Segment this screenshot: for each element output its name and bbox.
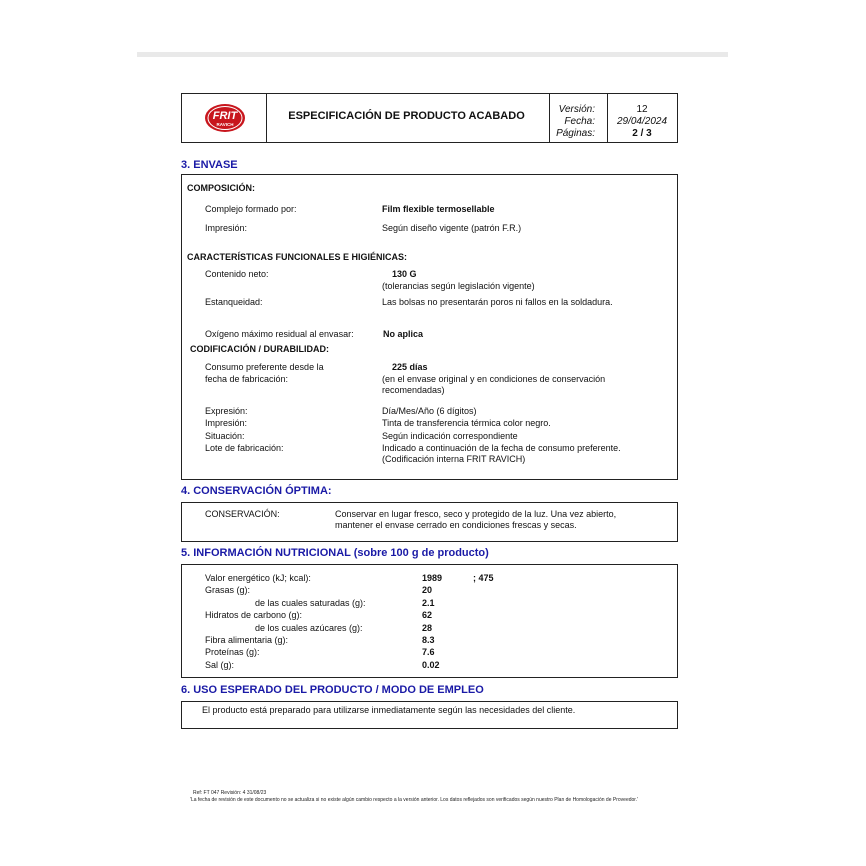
- functional-title: CARACTERÍSTICAS FUNCIONALES E HIGIÉNICAS:: [187, 252, 408, 262]
- version-value: 12: [636, 104, 648, 115]
- seal-label: Estanqueidad:: [205, 297, 263, 307]
- lot-value-line-1: Indicado a continuación de la fecha de consumo preferente.: [382, 443, 621, 453]
- conservation-text-line-2: mantener el envase cerrado en condiciones frescas y secas.: [335, 520, 577, 530]
- print-label: Impresión:: [205, 223, 248, 233]
- oxygen-value: No aplica: [383, 329, 424, 339]
- nutrition-row: [205, 573, 605, 585]
- date-value: 29/04/2024: [616, 116, 668, 127]
- expression-value: Día/Mes/Año (6 dígitos): [382, 406, 477, 416]
- nutrition-label: Hidratos de carbono (g):: [205, 610, 303, 621]
- nutrition-value: 0.02: [422, 659, 440, 670]
- complex-value: Film flexible termosellable: [382, 204, 495, 214]
- lot-value-line-2: (Codificación interna FRIT RAVICH): [382, 454, 526, 464]
- nutrition-row: [205, 623, 605, 635]
- top-divider-bar: [137, 52, 728, 57]
- location-value: Según indicación correspondiente: [382, 431, 518, 441]
- nutrition-label: Sal (g):: [205, 659, 235, 670]
- nutrition-value: 2.1: [422, 597, 435, 608]
- nutrition-table: [205, 573, 605, 672]
- conservation-text-line-1: Conservar en lugar fresco, seco y protegido de la luz. Una vez abierto,: [335, 509, 617, 519]
- usage-text: El producto está preparado para utilizarse inmediatamente según las necesidades del cliente.: [202, 705, 576, 715]
- nutrition-value: 8.3: [422, 634, 435, 645]
- oxygen-label: Oxígeno máximo residual al envasar:: [205, 329, 354, 339]
- preferred-note-line-1: (en el envase original y en condiciones de conservación: [382, 374, 606, 384]
- nutrition-row: [205, 660, 605, 672]
- section-3-heading: 3. ENVASE: [181, 159, 238, 171]
- seal-value: Las bolsas no presentarán poros ni fallos en la soldadura.: [382, 297, 613, 307]
- version-label: Versión:: [558, 104, 595, 115]
- nutrition-value: 20: [422, 585, 433, 596]
- frit-ravich-logo: [204, 103, 246, 133]
- lot-label: Lote de fabricación:: [205, 443, 284, 453]
- date-label: Fecha:: [564, 116, 595, 127]
- preferred-value: 225 días: [392, 362, 428, 372]
- preferred-note-line-2: recomendadas): [382, 385, 445, 395]
- conservation-label: CONSERVACIÓN:: [205, 509, 280, 519]
- nutrition-row: [205, 598, 605, 610]
- preferred-label-line-1: Consumo preferente desde la: [205, 362, 324, 372]
- nutrition-row: [205, 635, 605, 647]
- nutrition-value: 62: [422, 610, 433, 621]
- nutrition-label: Fibra alimentaria (g):: [205, 634, 289, 645]
- section-4-heading: 4. CONSERVACIÓN ÓPTIMA:: [181, 485, 332, 497]
- section-6-heading: 6. USO ESPERADO DEL PRODUCTO / MODO DE EMPLEO: [181, 684, 484, 696]
- location-label: Situación:: [205, 431, 245, 441]
- print2-value: Tinta de transferencia térmica color negro.: [382, 418, 551, 428]
- section-5-heading: 5. INFORMACIÓN NUTRICIONAL (sobre 100 g de producto): [181, 547, 489, 559]
- nutrition-label: Valor energético (kJ; kcal):: [205, 573, 311, 583]
- nutrition-label: Proteínas (g):: [205, 647, 260, 658]
- pages-label: Páginas:: [556, 128, 595, 139]
- nutrition-row: [205, 647, 605, 659]
- print2-label: Impresión:: [205, 418, 248, 428]
- composition-title: COMPOSICIÓN:: [187, 183, 256, 193]
- preferred-label-line-2: fecha de fabricación:: [205, 374, 289, 384]
- nutrition-row: [205, 610, 605, 622]
- nutrition-label: Grasas (g):: [205, 585, 251, 596]
- logo-sub-text: RAVICH: [216, 122, 234, 127]
- expression-label: Expresión:: [205, 406, 248, 416]
- footer-ref: Ref: FT 047 Revisión: 4 31/08/23: [193, 790, 267, 796]
- nutrition-value: 7.6: [422, 647, 435, 658]
- complex-label: Complejo formado por:: [205, 204, 297, 214]
- logo-brand-text: FRIT: [212, 110, 238, 122]
- net-content-note: (tolerancias según legislación vigente): [382, 281, 535, 291]
- nutrition-extra: ; 475: [473, 573, 494, 583]
- coding-title: CODIFICACIÓN / DURABILIDAD:: [190, 344, 329, 354]
- nutrition-value: 1989: [422, 573, 443, 583]
- nutrition-label: de las cuales saturadas (g):: [255, 597, 366, 608]
- net-content-label: Contenido neto:: [205, 269, 269, 279]
- header-labels: [549, 104, 595, 140]
- document-title: ESPECIFICACIÓN DE PRODUCTO ACABADO: [288, 110, 525, 122]
- print-value: Según diseño vigente (patrón F.R.): [382, 223, 522, 233]
- nutrition-value: 28: [422, 622, 433, 633]
- nutrition-row: [205, 585, 605, 597]
- pages-value: 2 / 3: [632, 128, 652, 139]
- nutrition-label: de los cuales azúcares (g):: [255, 622, 363, 633]
- net-content-value: 130 G: [392, 269, 417, 279]
- footer-note: 'La fecha de revisión de este documento no se actualiza si no existe algún cambio respecto a la versión anterior. Los datos reflejados son verificados según nuestro Plan de Homologación de Proveedor.': [190, 797, 639, 803]
- header-values: [607, 104, 677, 140]
